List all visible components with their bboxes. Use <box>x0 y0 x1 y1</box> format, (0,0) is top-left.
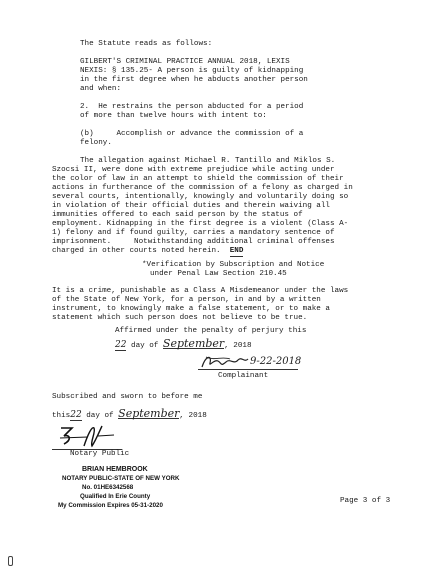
crime-notice-line: of the State of New York, for a person, in and by a written <box>52 296 321 304</box>
statute-citation-line: GILBERT'S CRIMINAL PRACTICE ANNUAL 2018, LEXIS <box>80 58 290 66</box>
page-number: Page 3 of 3 <box>340 497 391 505</box>
allegation-line: immunities offered to each said person by the status of <box>52 211 303 219</box>
statute-clause-b: (b) Accomplish or advance the commission of a <box>80 130 304 138</box>
complainant-signature-line <box>198 369 298 370</box>
subscribed-line: Subscribed and sworn to before me <box>52 393 203 401</box>
subscribed-day-handwritten: 22 <box>70 410 82 420</box>
subscribed-month-handwritten: September <box>118 407 180 420</box>
margin-mark <box>8 556 13 566</box>
allegation-line: imprisonment. Notwithstanding additional criminal offenses <box>52 238 335 246</box>
allegation-line: the color of law in an attempt to shield the commission of their <box>52 175 344 183</box>
statute-citation-line: in the first degree when he abducts another person <box>80 76 308 84</box>
notary-stamp-expires: My Commission Expires 05-31-2020 <box>58 502 163 509</box>
statute-clause-2: 2. He restrains the person abducted for a period <box>80 103 304 111</box>
complainant-date-handwritten: 9-22-2018 <box>250 356 302 367</box>
notary-stamp-number: No. 01HE6342568 <box>82 484 134 491</box>
end-mark: END <box>230 247 244 257</box>
crime-notice-line: instrument, to knowingly make a false statement, or to make a <box>52 305 330 313</box>
affirmed-date-line: 22 day of September, 2018 <box>115 337 252 350</box>
statute-clause-b: felony. <box>80 139 112 147</box>
statute-citation-line: and when: <box>80 85 122 93</box>
allegation-line: in violation of their official duties and therein waiving all <box>52 202 330 210</box>
allegation-line: Szocsi II, were done with extreme prejudice while acting under <box>52 166 335 174</box>
notary-stamp-name: BRIAN HEMBROOK <box>82 466 148 473</box>
notary-signature <box>58 424 116 450</box>
statute-citation-line: NEXIS: § 135.25- A person is guilty of kidnapping <box>80 67 304 75</box>
allegation-line: The allegation against Michael R. Tantillo and Miklos S. <box>80 157 336 165</box>
allegation-line: actions in furtherance of the commission of a felony as charged in <box>52 184 353 192</box>
verification-heading: under Penal Law Section 210.45 <box>150 270 287 278</box>
crime-notice-line: statement which such person does not believe to be true. <box>52 314 308 322</box>
affirmed-day-handwritten: 22 <box>115 340 127 350</box>
notary-stamp-title: NOTARY PUBLIC-STATE OF NEW YORK <box>62 475 180 482</box>
notary-stamp-county: Qualified In Erie County <box>80 493 151 500</box>
allegation-line: employment. Kidnapping in the first degree is a violent (Class A- <box>52 220 349 228</box>
allegation-line-last: charged in other courts noted herein. END <box>52 247 243 257</box>
allegation-line: several courts, intentionally, knowingly and voluntarily doing so <box>52 193 349 201</box>
crime-notice-line: It is a crime, punishable as a Class A Misdemeanor under the laws <box>52 287 349 295</box>
affirmed-month-handwritten: September <box>162 337 225 350</box>
notary-label: Notary Public <box>70 450 130 458</box>
statute-clause-2: of more than twelve hours with intent to: <box>80 112 267 120</box>
complainant-label: Complainant <box>218 372 269 380</box>
affirmed-line: Affirmed under the penalty of perjury this <box>115 327 307 335</box>
verification-heading: *Verification by Subscription and Notice <box>142 261 325 269</box>
allegation-line: 1) felony and if found guilty, carries a mandatory sentence of <box>52 229 335 237</box>
statute-intro: The Statute reads as follows: <box>80 40 213 48</box>
subscribed-date-line: this22 day of September, 2018 <box>52 407 207 420</box>
